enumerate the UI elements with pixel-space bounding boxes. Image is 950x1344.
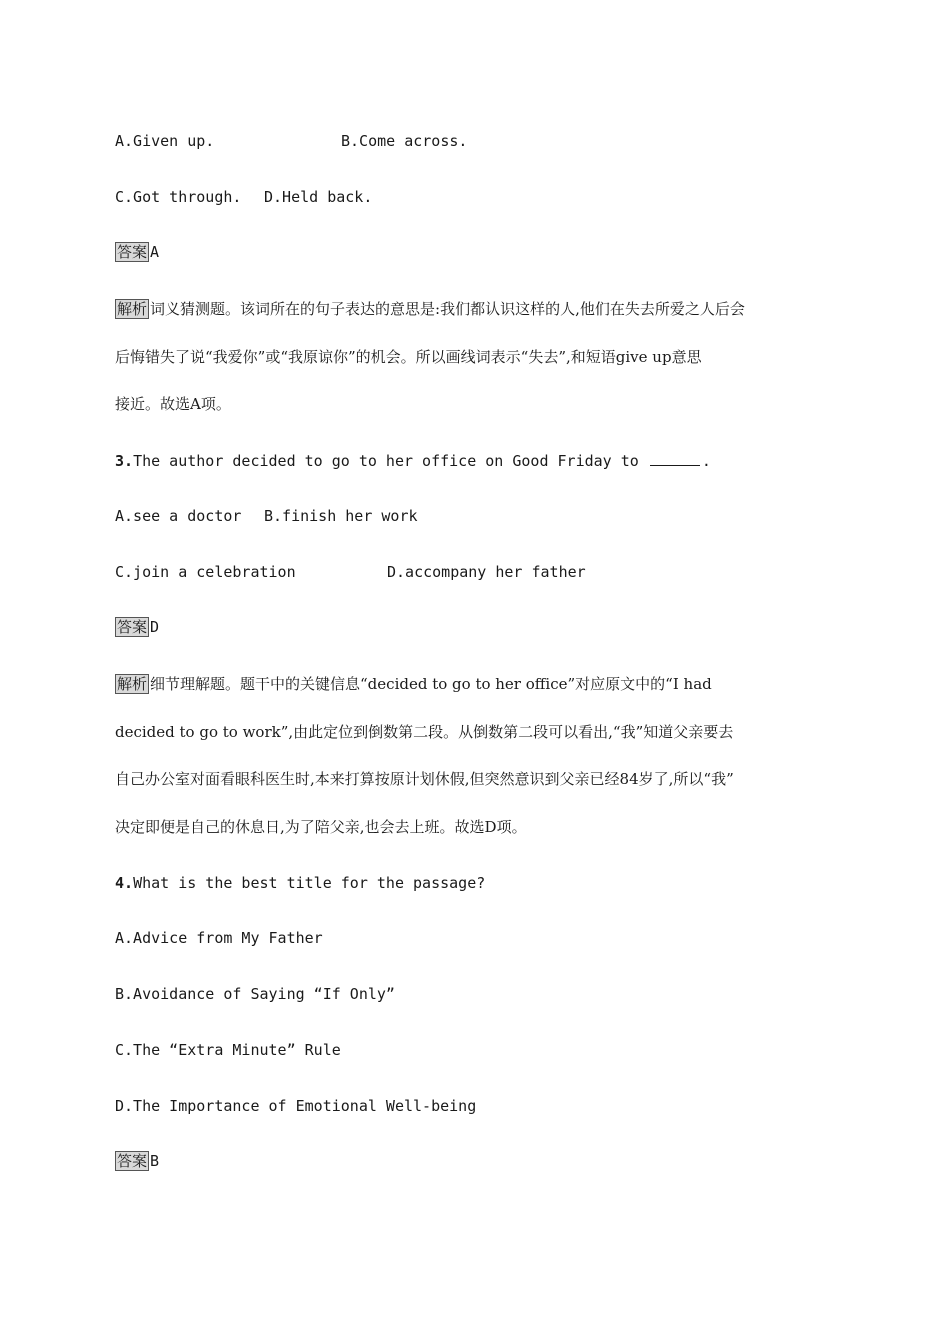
q3-analysis-line-1 [115,674,712,694]
analysis-text: 细节理解题。题干中的关键信息“decided to go to her office”对应原文中的“I had [150,675,712,693]
q2-option-c: C.Got through. [115,188,242,206]
q4-stem [115,873,485,893]
q4-option-b: B.Avoidance of Saying “If Only” [115,985,395,1003]
q2-analysis-line-3: 接近。故选A项。 [115,395,231,413]
q4-option-a: A.Advice from My Father [115,929,323,947]
q2-option-a: A.Given up. [115,132,215,150]
q3-option-a: A.see a doctor [115,507,242,525]
q3-stem [115,451,711,471]
q3-analysis-line-2: decided to go to work”,由此定位到倒数第二段。从倒数第二段可以看出,“我”知道父亲要去 [115,723,734,741]
q2-option-b: B.Come across. [341,132,468,150]
q3-option-c: C.join a celebration [115,563,296,581]
q4-answer [115,1151,159,1171]
answer-blank [650,451,700,466]
question-text: The author decided to go to her office on Good Friday to [133,452,639,470]
question-number: 4. [115,874,134,892]
analysis-tag: 解析 [117,300,148,318]
q4-option-c: C.The “Extra Minute” Rule [115,1041,341,1059]
q3-option-b: B.finish her work [264,507,418,525]
q3-analysis-line-3: 自己办公室对面看眼科医生时,本来打算按原计划休假,但突然意识到父亲已经84岁了,所以“我” [115,770,734,788]
analysis-text: 词义猜测题。该词所在的句子表达的意思是:我们都认识这样的人,他们在失去所爱之人后会 [150,300,745,318]
q2-analysis-line-2: 后悔错失了说“我爱你”或“我原谅你”的机会。所以画线词表示“失去”,和短语give up意思 [115,348,702,366]
answer-value: B [150,1152,160,1170]
question-text: What is the best title for the passage? [133,874,486,892]
q3-answer [115,617,159,637]
q4-option-d: D.The Importance of Emotional Well-being [115,1097,477,1115]
answer-tag: 答案 [117,1152,148,1170]
question-end: . [701,452,711,470]
answer-value: D [150,618,160,636]
answer-value: A [150,243,160,261]
q2-option-d: D.Held back. [264,188,373,206]
analysis-tag: 解析 [117,675,148,693]
q2-answer [115,242,159,262]
question-number: 3. [115,452,134,470]
q3-analysis-line-4: 决定即便是自己的休息日,为了陪父亲,也会去上班。故选D项。 [115,818,527,836]
q3-option-d: D.accompany her father [387,563,586,581]
answer-tag: 答案 [117,243,148,261]
q2-analysis-line-1 [115,299,745,319]
answer-tag: 答案 [117,618,148,636]
